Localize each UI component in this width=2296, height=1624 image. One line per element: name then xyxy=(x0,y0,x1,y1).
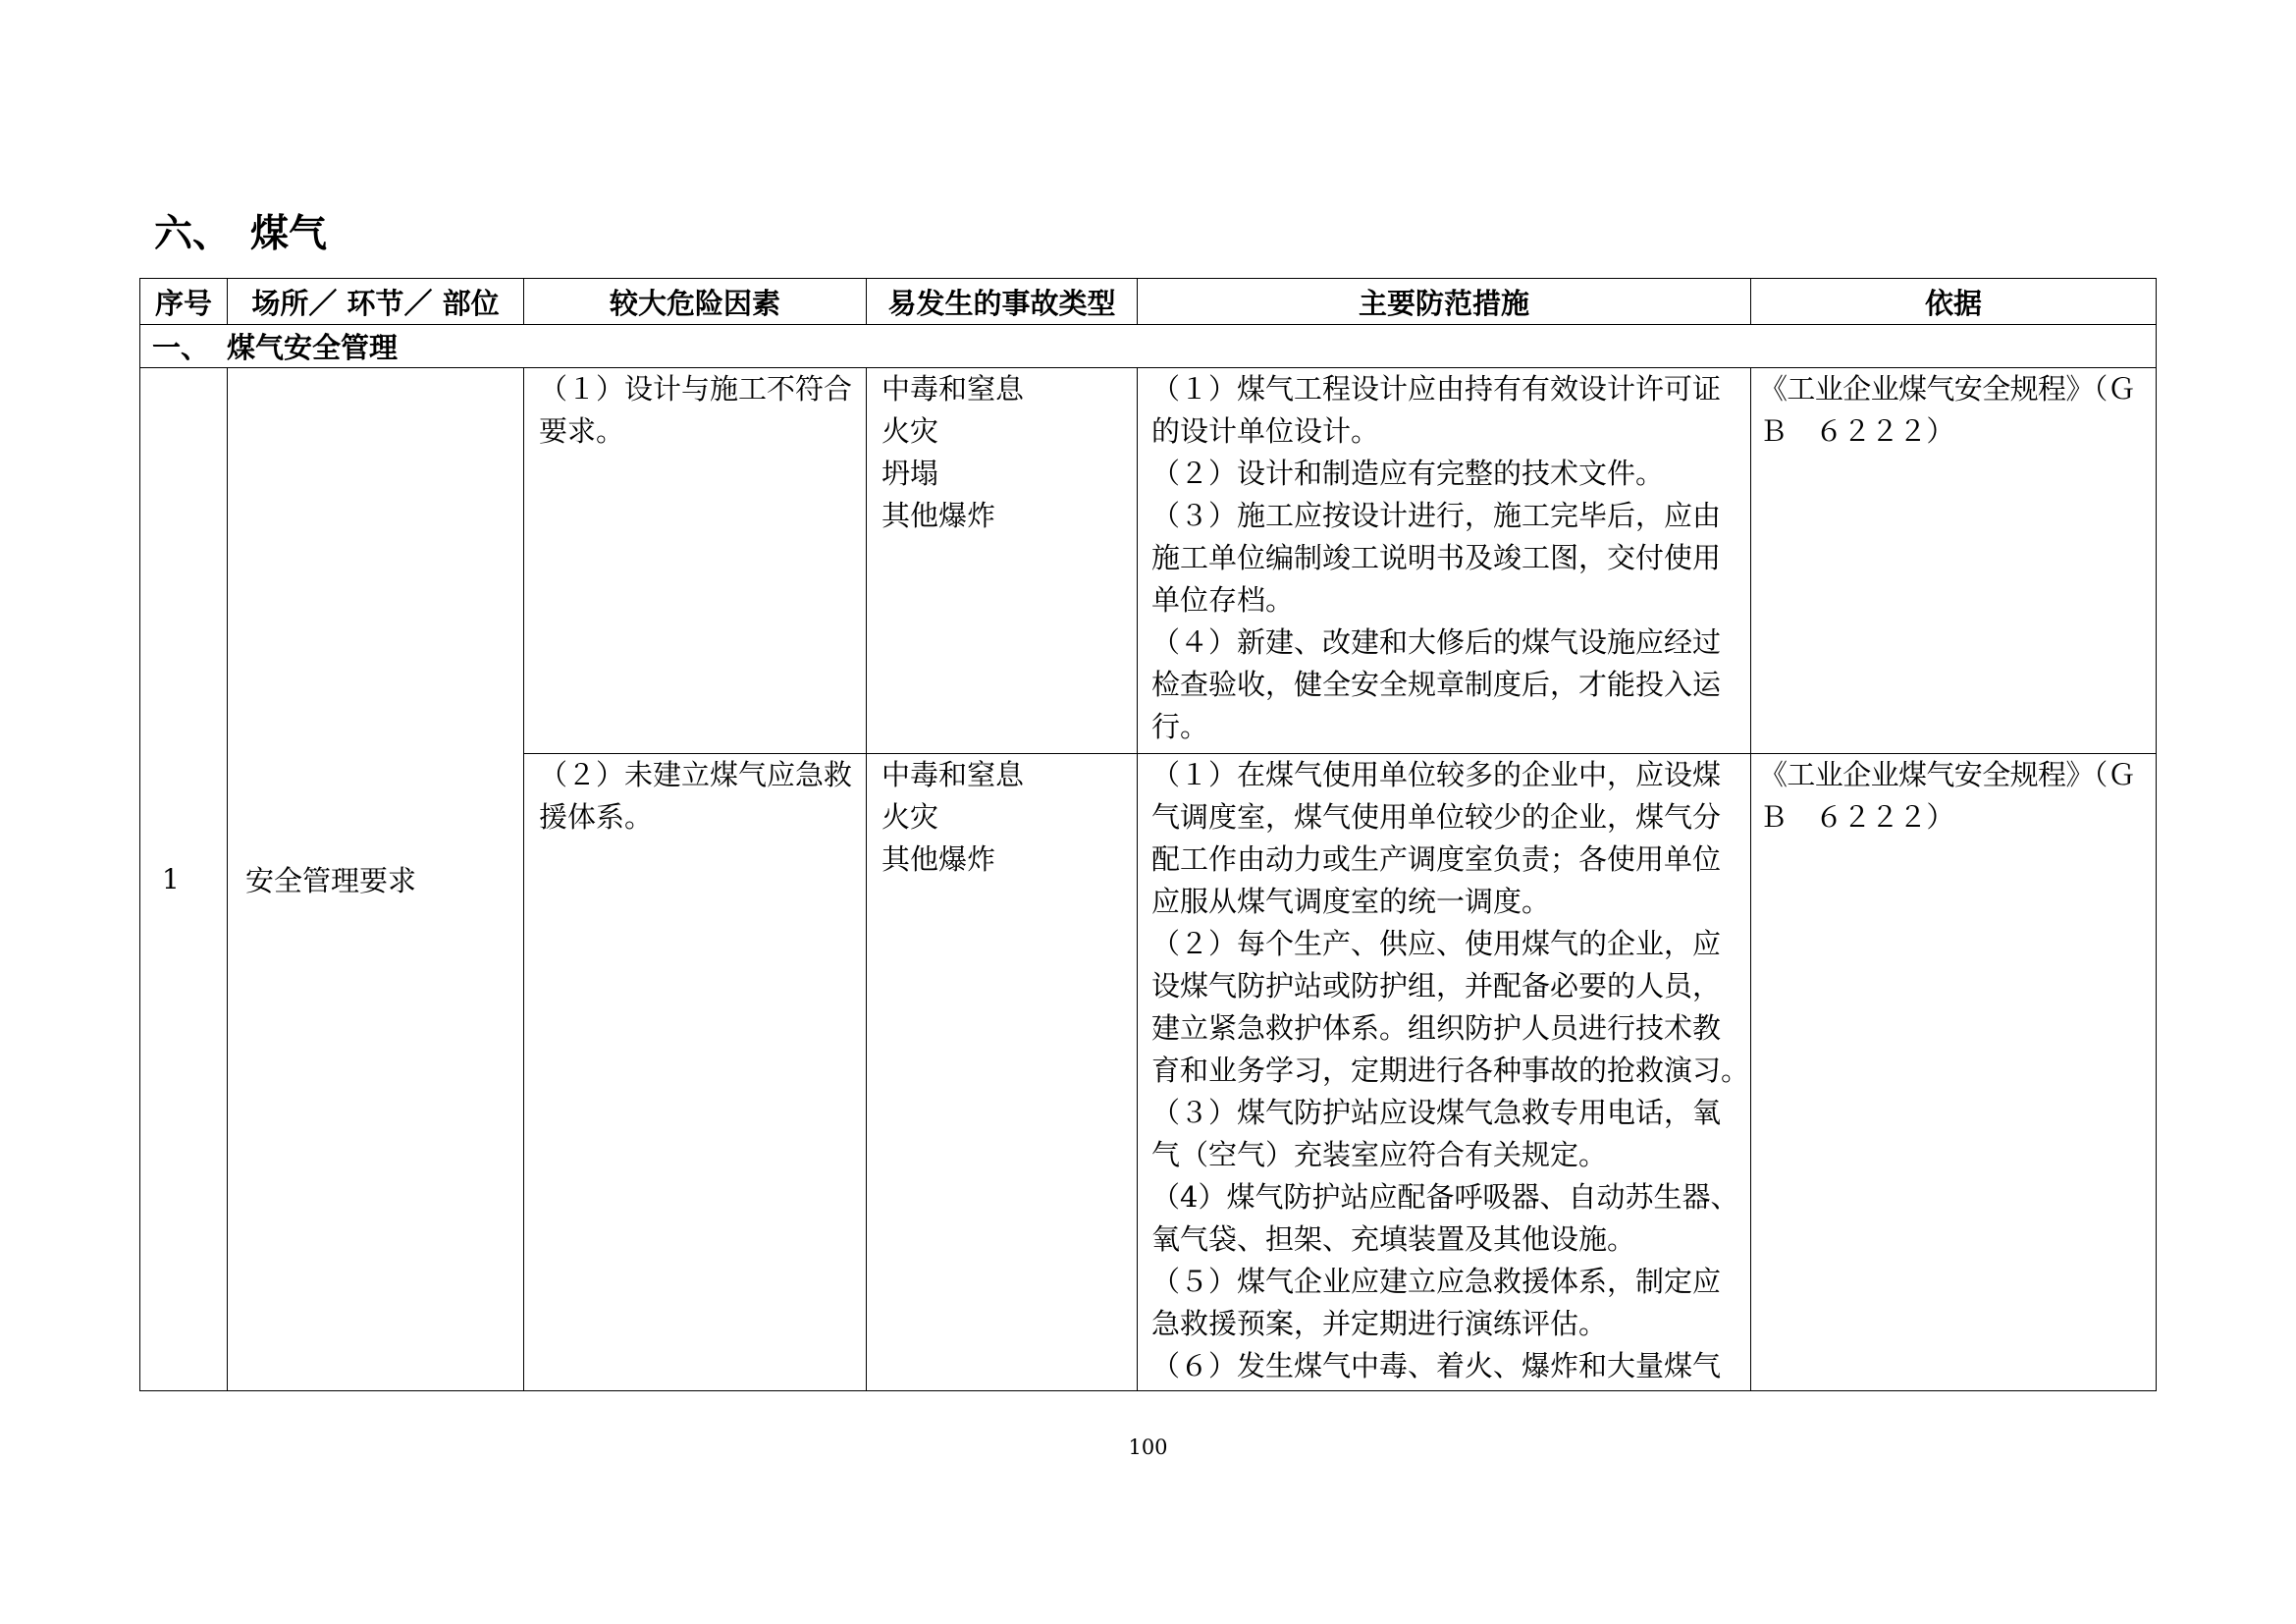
header-basis: 依据 xyxy=(1751,279,2157,325)
section-title: 煤气安全管理 xyxy=(227,331,399,364)
accident-type: 坍塌 xyxy=(881,457,939,490)
page-number: 100 xyxy=(1128,1435,1168,1459)
measure-item xyxy=(1151,1261,1750,1345)
basis-line: 《工业企业煤气安全规程》（Ｇ xyxy=(1759,758,2136,791)
measure-line: 的设计单位设计。 xyxy=(1151,414,1380,448)
measure-line: （５）煤气企业应建立应急救援体系，制定应 xyxy=(1151,1265,1722,1298)
measure-line: （３）煤气防护站应设煤气急救专用电话，氧 xyxy=(1151,1096,1722,1129)
measure-line: 急救援预案，并定期进行演练评估。 xyxy=(1151,1307,1608,1340)
measure-item xyxy=(1151,622,1750,748)
measure-item xyxy=(1151,1176,1750,1261)
measure-line: （１）煤气工程设计应由持有有效设计许可证 xyxy=(1151,372,1722,406)
measure-line: 氧气袋、担架、充填装置及其他设施。 xyxy=(1151,1222,1636,1256)
hazard-line: （２）未建立煤气应急救 xyxy=(539,758,853,791)
heading-number: 六、 xyxy=(154,212,232,256)
page-heading xyxy=(154,210,327,259)
measure-line: 行。 xyxy=(1151,710,1209,743)
accident-type: 火灾 xyxy=(881,800,939,834)
place-cell: 安全管理要求 xyxy=(228,368,524,1391)
hazard-table xyxy=(139,278,2157,1391)
measure-item xyxy=(1151,453,1750,495)
measures-cell xyxy=(1138,368,1751,754)
header-hazard: 较大危险因素 xyxy=(524,279,867,325)
accident-type-cell xyxy=(867,368,1138,754)
measure-line: 施工单位编制竣工说明书及竣工图，交付使用 xyxy=(1151,541,1722,574)
accident-type-cell xyxy=(867,754,1138,1391)
measure-line: 育和业务学习，定期进行各种事故的抢救演习。 xyxy=(1151,1054,1750,1087)
accident-type: 其他爆炸 xyxy=(881,842,996,876)
basis-line: Ｂ ６２２２） xyxy=(1759,414,1954,448)
measure-line: （１）在煤气使用单位较多的企业中，应设煤 xyxy=(1151,758,1722,791)
measure-line: 应服从煤气调度室的统一调度。 xyxy=(1151,885,1551,918)
measure-line: （６）发生煤气中毒、着火、爆炸和大量煤气 xyxy=(1151,1349,1722,1382)
measure-item xyxy=(1151,754,1750,923)
hazard-cell xyxy=(524,368,867,754)
header-accident-type: 易发生的事故类型 xyxy=(867,279,1138,325)
section-number: 一、 xyxy=(152,331,210,364)
measure-line: 检查验收，健全安全规章制度后，才能投入运 xyxy=(1151,668,1722,701)
hazard-line: 要求。 xyxy=(539,414,625,448)
measure-item xyxy=(1151,1092,1750,1176)
measure-line: 建立紧急救护体系。组织防护人员进行技术教 xyxy=(1151,1011,1722,1045)
measure-line: 设煤气防护站或防护组，并配备必要的人员， xyxy=(1151,969,1722,1002)
hazard-line: 援体系。 xyxy=(539,800,654,834)
basis-line: 《工业企业煤气安全规程》（Ｇ xyxy=(1759,372,2136,406)
measure-item xyxy=(1151,368,1750,453)
measure-line: （２）设计和制造应有完整的技术文件。 xyxy=(1151,457,1665,490)
header-seq: 序号 xyxy=(140,279,228,325)
accident-type: 中毒和窒息 xyxy=(881,758,1025,791)
section-row xyxy=(140,325,2157,368)
accident-type: 火灾 xyxy=(881,414,939,448)
measure-item xyxy=(1151,1345,1750,1387)
measure-line: 气（空气）充装室应符合有关规定。 xyxy=(1151,1138,1608,1171)
accident-type: 其他爆炸 xyxy=(881,499,996,532)
measures-cell xyxy=(1138,754,1751,1391)
measure-line: （２）每个生产、供应、使用煤气的企业，应 xyxy=(1151,927,1722,960)
basis-cell xyxy=(1751,754,2157,1391)
heading-text: 煤气 xyxy=(250,212,328,256)
header-place: 场所／ 环节／ 部位 xyxy=(228,279,524,325)
accident-type: 中毒和窒息 xyxy=(881,372,1025,406)
basis-line: Ｂ ６２２２） xyxy=(1759,800,1954,834)
basis-cell xyxy=(1751,368,2157,754)
measure-line: 配工作由动力或生产调度室负责；各使用单位 xyxy=(1151,842,1722,876)
hazard-line: （１）设计与施工不符合 xyxy=(539,372,853,406)
measure-line: （4）煤气防护站应配备呼吸器、自动苏生器、 xyxy=(1151,1180,1739,1214)
measure-item xyxy=(1151,495,1750,622)
header-measures: 主要防范措施 xyxy=(1138,279,1751,325)
measure-item xyxy=(1151,923,1750,1092)
seq-cell: 1 xyxy=(140,368,228,1391)
measure-line: 单位存档。 xyxy=(1151,583,1295,617)
measure-line: （３）施工应按设计进行，施工完毕后，应由 xyxy=(1151,499,1722,532)
measure-line: 气调度室，煤气使用单位较少的企业，煤气分 xyxy=(1151,800,1722,834)
hazard-cell xyxy=(524,754,867,1391)
measure-line: （４）新建、改建和大修后的煤气设施应经过 xyxy=(1151,625,1722,659)
